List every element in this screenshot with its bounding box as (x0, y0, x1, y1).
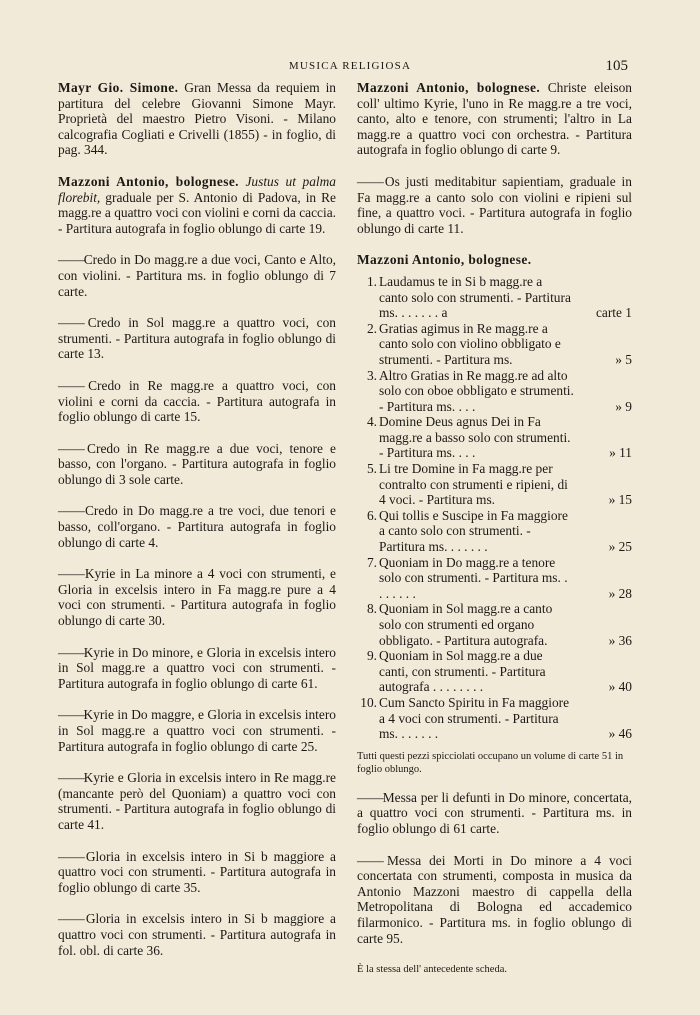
item-number: 5. (366, 461, 377, 477)
item-number: 8. (366, 601, 377, 617)
catalog-entry (357, 174, 632, 236)
item-text: Altro Gratias in Re magg.re ad alto solo con oboe obbligato e strumenti. - Partitura ms. . . . (379, 367, 574, 414)
item-page: » 11 (609, 445, 632, 461)
item-number: 3. (366, 367, 377, 383)
entry-text: graduale per S. Antonio di Padova, in Re magg.re a quattro voci con violini e corni da caccia. - Partitura autografa in foglio oblungo di carte 19. (58, 189, 336, 236)
entry-text: Gloria in excelsis intero in Si b maggiore a quattro voci con strumenti. - Partitura autografa in foglio oblungo di carte 35. (58, 848, 336, 895)
entry-text: Christe eleison coll' ultimo Kyrie, l'uno in Re magg.re a tre voci, canto, alto e tenore, con strumenti; l'altro in La magg.re a quattro voci con orchestra. - Partitura autografa in foglio oblungo di carte 9. (357, 80, 632, 158)
entry-text: Kyrie e Gloria in excelsis intero in Re magg.re (mancante però del Quoniam) a quattro voci con strumenti. - Partitura autografa in foglio oblungo di carte 41. (58, 770, 336, 832)
item-text: Cum Sancto Spiritu in Fa maggiore a 4 voci con strumenti. - Partitura ms. . . . . . . (379, 694, 570, 742)
item-text: Gratias agimus in Re magg.re a canto solo con violino obbligato e strumenti. - Partitura ms. (379, 320, 561, 367)
item-page: » 36 (608, 632, 632, 648)
entry-text: Kyrie in La minore a 4 voci con strumenti, e Gloria in excelsis intero in Fa magg.re pure a 4 voci con strumenti. - Partitura autografa in foglio oblungo di carte 30. (58, 566, 336, 629)
list-item (357, 274, 632, 321)
entry-title: Justus ut palma florebit, (58, 173, 336, 205)
list-item (357, 508, 632, 555)
pieces-list (357, 274, 632, 742)
list-item (357, 695, 632, 742)
ditto-dash: —— (58, 566, 85, 582)
catalog-entry (58, 849, 336, 896)
ditto-dash: —— (58, 503, 85, 519)
item-page: » 40 (608, 679, 632, 695)
entry-text: Credo in Re magg.re a due voci, tenore e basso, con l'organo. - Partitura autografa in foglio oblungo di 3 sole carte. (58, 440, 336, 487)
entry-text: Kyrie in Do maggre, e Gloria in excelsis intero in Sol magg.re a quattro voci con strumenti. - Partitura autografa in foglio oblungo di carte 25. (58, 707, 336, 754)
ditto-dash: —— (58, 848, 85, 864)
item-text: Qui tollis e Suscipe in Fa maggiore a canto solo con strumenti. - Partitura ms. . . . . . . (379, 507, 568, 555)
item-page: » 9 (615, 398, 632, 414)
list-item (357, 368, 632, 415)
item-text: Quoniam in Sol magg.re a canto solo con strumenti ed organo obbligato. - Partitura autografa. (379, 601, 553, 648)
catalog-entry (58, 770, 336, 832)
entry-text: Credo in Do magg.re a due voci, Canto e Alto, con violini. - Partitura ms. in foglio oblungo di 7 carte. (58, 252, 336, 299)
list-heading: Mazzoni Antonio, bolognese. (357, 252, 532, 268)
entry-text: Messa per li defunti in Do minore, concertata, a quattro voci con strumenti. - Partitura ms. in foglio oblungo di 61 carte. (357, 789, 633, 836)
entry-text: Credo in Do magg.re a tre voci, due tenori e basso, coll'organo. - Partitura autografa in foglio oblungo di carte 4. (58, 503, 336, 550)
list-item (357, 648, 632, 695)
composer-name: Mayr Gio. Simone. (58, 80, 179, 95)
catalog-entry (58, 378, 336, 425)
item-text: Quoniam in Do magg.re a tenore solo con strumenti. - Partitura ms. . . . . . . . (379, 554, 568, 601)
item-text: Li tre Domine in Fa magg.re per contralto con strumenti e ripieni, di 4 voci. - Partitura ms. (379, 461, 568, 508)
catalog-entry (357, 80, 632, 158)
composer-name: Mazzoni Antonio, bolognese. (357, 80, 541, 95)
footnote: È la stessa dell' antecedente scheda. (357, 964, 507, 976)
catalog-entry (58, 911, 336, 958)
ditto-dash: —— (357, 173, 384, 189)
item-number: 10. (360, 694, 377, 710)
ditto-dash: —— (357, 789, 384, 805)
catalog-entry (58, 80, 336, 158)
ditto-dash: —— (58, 644, 85, 660)
item-number: 9. (366, 648, 377, 664)
list-note: Tutti questi pezzi spicciolati occupano un volume di carte 51 in foglio oblungo. (357, 750, 624, 775)
entry-text: Credo in Re magg.re a quattro voci, con violini e corni da caccia. - Partitura autografa in foglio oblungo di carte 15. (58, 377, 336, 425)
item-page: carte 1 (595, 305, 632, 321)
item-text: Domine Deus agnus Dei in Fa magg.re a basso solo con strumenti. - Partitura ms. . . . (379, 414, 571, 461)
catalog-entry (58, 252, 336, 299)
item-page: » 28 (608, 585, 632, 601)
catalog-entry (58, 174, 336, 236)
ditto-dash: —— (58, 440, 85, 456)
entry-text: Kyrie in Do minore, e Gloria in excelsis intero in Sol magg.re a quattro voci con strumenti. - Partitura autografa in foglio oblungo di carte 61. (58, 644, 336, 691)
entry-text: Credo in Sol magg.re a quattro voci, con strumenti. - Partitura autografa in foglio oblungo di carte 13. (58, 315, 336, 362)
item-number: 6. (366, 507, 377, 523)
entry-text: Gran Messa da requiem in partitura del celebre Giovanni Simone Mayr. Proprietà del maestro Pietro Visoni. - Milano calcografia Cogliati e Crivelli (1855) - in foglio, di pag. 344. (58, 80, 336, 158)
ditto-dash: —— (58, 770, 85, 786)
catalog-entry (58, 566, 336, 628)
catalog-entry (58, 707, 336, 754)
item-number: 4. (366, 414, 377, 430)
item-number: 7. (366, 554, 377, 570)
running-title: MUSICA RELIGIOSA (288, 60, 412, 72)
entry-text: Messa dei Morti in Do minore a 4 voci concertata con strumenti, composta in musica da Antonio Mazzoni maestro di cappella della Metropolitana di Bologna ed accademico filarmonico. - Partitura ms. in foglio oblungo di carte 95. (357, 852, 632, 946)
item-number: 1. (366, 273, 377, 289)
item-page: » 15 (608, 492, 632, 508)
catalog-entry (58, 503, 336, 550)
catalog-entry (357, 853, 632, 947)
ditto-dash: —— (58, 377, 85, 393)
list-item (357, 414, 632, 461)
catalog-entry (58, 441, 336, 488)
item-number: 2. (366, 320, 377, 336)
catalog-entry (58, 315, 336, 362)
entry-text: Gloria in excelsis intero in Si b maggiore a quattro voci con strumenti. - Partitura autografa in fol. obl. di carte 36. (58, 911, 336, 958)
item-page: » 5 (615, 351, 632, 367)
list-item (357, 321, 632, 368)
page-header (0, 58, 700, 76)
entry-text: Os justi meditabitur sapientiam, graduale in Fa magg.re a canto solo con violini e ripieni sul fine, a quattro voci. - Partitura autografa in foglio oblungo di carte 11. (357, 173, 632, 236)
ditto-dash: —— (58, 315, 85, 331)
item-text: Quoniam in Sol magg.re a due canti, con strumenti. - Partitura autografa . . . . . . . . (379, 648, 546, 695)
catalog-entry (357, 790, 632, 837)
item-page: » 46 (608, 726, 632, 742)
right-column (357, 80, 632, 978)
ditto-dash: —— (58, 707, 85, 723)
catalog-entry (58, 645, 336, 692)
list-item (357, 461, 632, 508)
composer-name: Mazzoni Antonio, bolognese. (58, 173, 239, 189)
list-item (357, 601, 632, 648)
item-page: » 25 (608, 539, 632, 555)
ditto-dash: —— (357, 852, 384, 868)
ditto-dash: —— (58, 252, 85, 268)
page-number: 105 (605, 58, 628, 74)
ditto-dash: —— (58, 911, 85, 927)
list-item (357, 555, 632, 602)
left-column (58, 80, 336, 974)
item-text: Laudamus te in Si b magg.re a canto solo con strumenti. - Partitura ms. . . . . . . a (379, 273, 571, 321)
